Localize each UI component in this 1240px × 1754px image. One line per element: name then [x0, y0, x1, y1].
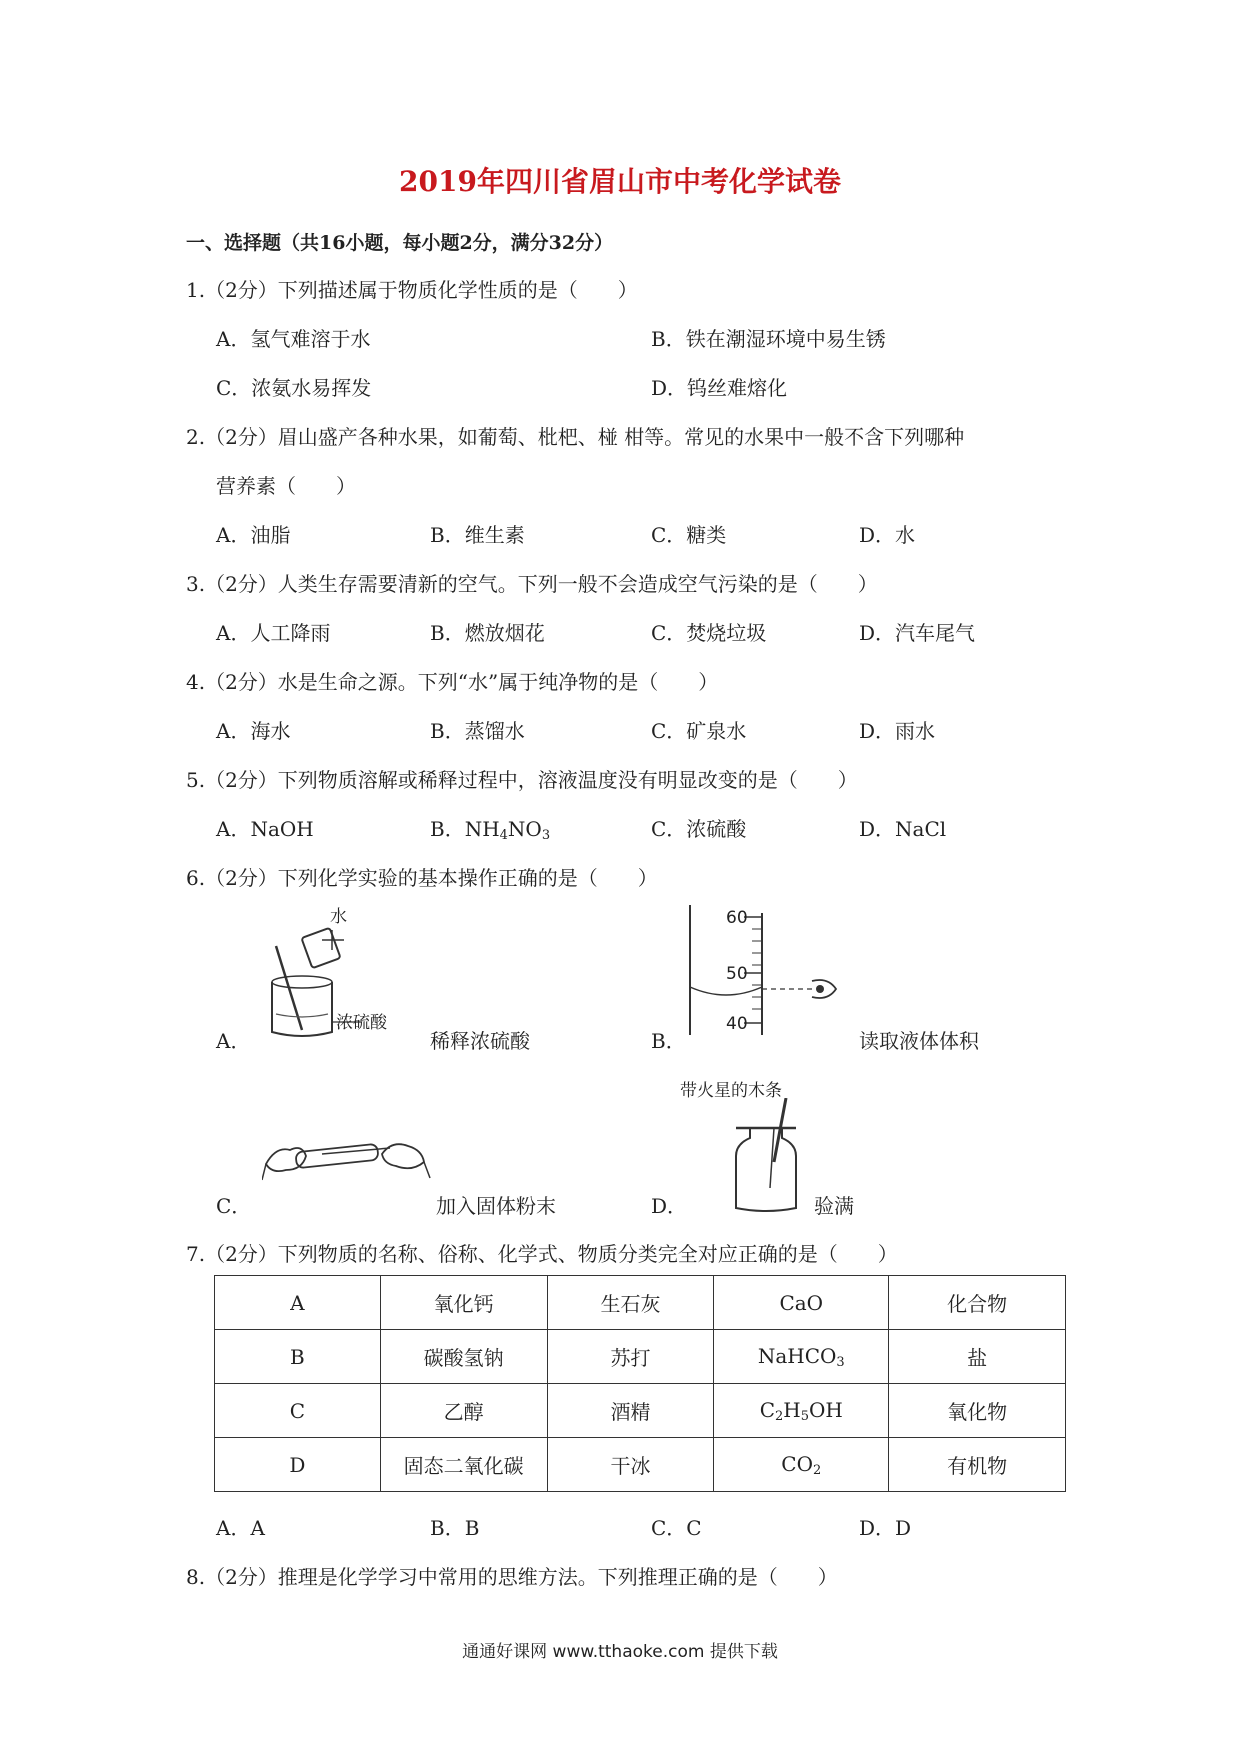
q7-option-c: C．C: [651, 1516, 702, 1540]
q5-option-b: [430, 813, 550, 843]
table-cell: 氧化钙: [380, 1276, 547, 1330]
formula-sub: 2: [775, 1408, 784, 1424]
table-row: [215, 1438, 1066, 1492]
question-5-stem: 5.（2分）下列物质溶解或稀释过程中，溶液温度没有明显改变的是（ ）: [186, 768, 858, 792]
formula-sub: 2: [812, 1462, 822, 1478]
table-cell: 苏打: [547, 1330, 714, 1384]
figure-graduated-cylinder: [680, 905, 850, 1040]
q1-option-d: D．钨丝难熔化: [651, 376, 788, 400]
q7-option-d: D．D: [859, 1516, 912, 1540]
q2-option-b: B．维生素: [430, 523, 525, 547]
formula-oh: OH: [809, 1397, 843, 1422]
question-8-stem: 8.（2分）推理是化学学习中常用的思维方法。下列推理正确的是（ ）: [186, 1565, 838, 1589]
formula-sub: 3: [836, 1354, 845, 1370]
q6-caption-a: 稀释浓硫酸: [430, 1029, 530, 1053]
q5-option-d: D．NaCl: [859, 817, 947, 841]
formula-co: CO: [781, 1451, 813, 1476]
q1-option-b: B．铁在潮湿环境中易生锈: [651, 327, 886, 351]
table-cell: A: [215, 1276, 381, 1330]
table-cell: [714, 1438, 889, 1492]
q4-option-a: A．海水: [216, 719, 291, 743]
table-row: [215, 1384, 1066, 1438]
question-2-stem: 2.（2分）眉山盛产各种水果，如葡萄、枇杷、椪 柑等。常见的水果中一般不含下列哪种: [186, 425, 965, 449]
question-4-stem: 4.（2分）水是生命之源。下列“水”属于纯净物的是（ ）: [186, 670, 719, 694]
table-cell: 固态二氧化碳: [380, 1438, 547, 1492]
figure-b-scale-40: 40: [726, 1014, 748, 1034]
section-heading: 一、选择题（共16小题，每小题2分，满分32分）: [186, 232, 614, 254]
figure-d-splint-label: 带火星的木条: [680, 1081, 782, 1101]
formula-c: C: [759, 1397, 775, 1422]
formula-h: H: [783, 1397, 801, 1422]
q5-option-b-sub1: 4: [499, 828, 508, 843]
q5-option-b-text: B．NH: [430, 817, 500, 841]
q6-option-a: A．: [216, 1029, 251, 1053]
q4-option-d: D．雨水: [859, 719, 936, 743]
table-cell: CaO: [714, 1276, 889, 1330]
q5-option-a: A．NaOH: [216, 817, 314, 841]
table-cell: 生石灰: [547, 1276, 714, 1330]
table-cell: 氧化物: [889, 1384, 1066, 1438]
figure-b-scale-50: 50: [726, 964, 748, 984]
question-7-stem: 7.（2分）下列物质的名称、俗称、化学式、物质分类完全对应正确的是（ ）: [186, 1242, 898, 1266]
table-cell: C: [215, 1384, 381, 1438]
q3-option-a: A．人工降雨: [216, 621, 331, 645]
q7-option-a: A．A: [216, 1516, 265, 1540]
q3-option-d: D．汽车尾气: [859, 621, 976, 645]
table-cell: B: [215, 1330, 381, 1384]
q1-option-c: C．浓氨水易挥发: [216, 376, 372, 400]
formula-nahco: NaHCO: [757, 1343, 837, 1368]
q6-option-d: D．: [651, 1194, 688, 1218]
q7-option-b: B．B: [430, 1516, 480, 1540]
table-cell: 化合物: [889, 1276, 1066, 1330]
q6-caption-b: 读取液体体积: [859, 1029, 979, 1053]
q2-option-d: D．水: [859, 523, 916, 547]
question-2-stem-line2: 营养素（ ）: [216, 474, 356, 498]
formula-sub: 5: [800, 1408, 810, 1424]
figure-a-acid-label: 浓硫酸: [336, 1013, 387, 1033]
q6-caption-c: 加入固体粉末: [436, 1194, 556, 1218]
figure-a-water-label: 水: [330, 907, 347, 927]
figure-b-scale-60: 60: [726, 908, 748, 928]
question-3-stem: 3.（2分）人类生存需要清新的空气。下列一般不会造成空气污染的是（ ）: [186, 572, 878, 596]
q5-option-b-mid: NO: [507, 817, 542, 841]
table-row: [215, 1330, 1066, 1384]
q6-option-b: B．: [651, 1029, 686, 1053]
table-cell: 盐: [889, 1330, 1066, 1384]
q6-caption-d: 验满: [814, 1194, 854, 1218]
substance-table: [214, 1275, 1066, 1492]
q3-option-c: C．焚烧垃圾: [651, 621, 767, 645]
page-footer: 通通好课网 www.tthaoke.com 提供下载: [462, 1642, 778, 1662]
question-1-stem: 1.（2分）下列描述属于物质化学性质的是（ ）: [186, 278, 638, 302]
figure-test-tube-powder: [262, 1120, 432, 1190]
q3-option-b: B．燃放烟花: [430, 621, 545, 645]
table-cell: 酒精: [547, 1384, 714, 1438]
table-cell: 碳酸氢钠: [380, 1330, 547, 1384]
q5-option-b-sub2: 3: [541, 828, 551, 843]
table-cell: [714, 1330, 889, 1384]
q6-option-c: C．: [216, 1194, 252, 1218]
q2-option-c: C．糖类: [651, 523, 727, 547]
question-6-stem: 6.（2分）下列化学实验的基本操作正确的是（ ）: [186, 866, 658, 890]
q4-option-b: B．蒸馏水: [430, 719, 525, 743]
table-cell: 有机物: [889, 1438, 1066, 1492]
table-cell: D: [215, 1438, 381, 1492]
q5-option-c: C．浓硫酸: [651, 817, 747, 841]
q4-option-c: C．矿泉水: [651, 719, 747, 743]
figure-gas-bottle: [726, 1098, 816, 1218]
table-row: [215, 1276, 1066, 1330]
table-cell: [714, 1384, 889, 1438]
table-cell: 干冰: [547, 1438, 714, 1492]
exam-title: 2019年四川省眉山市中考化学试卷: [399, 165, 841, 198]
table-cell: 乙醇: [380, 1384, 547, 1438]
q1-option-a: A．氢气难溶于水: [216, 327, 371, 351]
q2-option-a: A．油脂: [216, 523, 291, 547]
